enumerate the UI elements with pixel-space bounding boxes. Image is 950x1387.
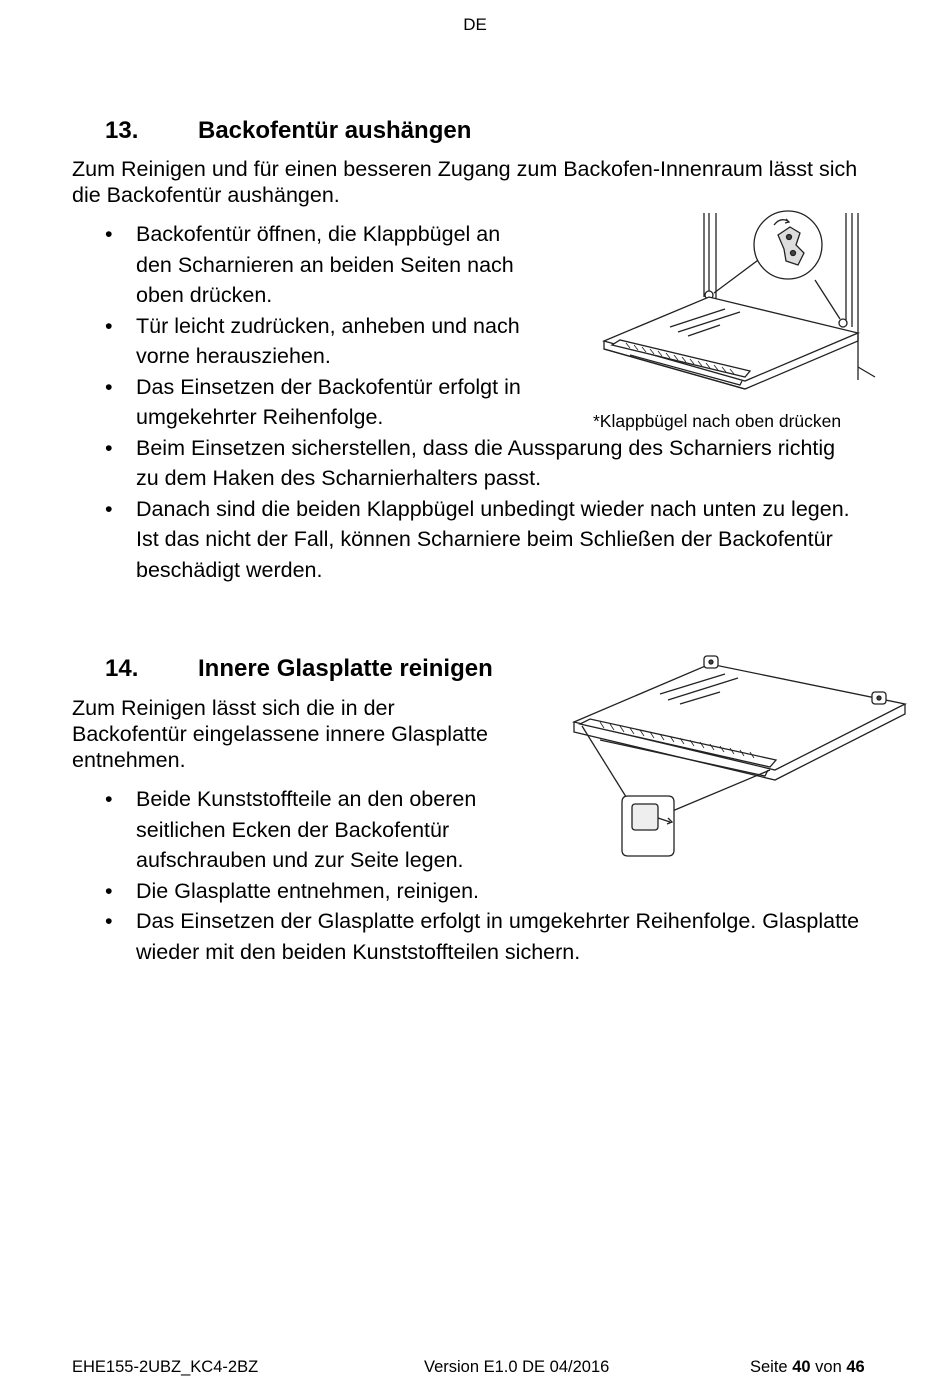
section-14-heading bbox=[105, 655, 605, 685]
bullet-dot: • bbox=[105, 496, 113, 521]
page-current: 40 bbox=[792, 1358, 811, 1376]
oven-door-hinge-illustration bbox=[590, 205, 880, 390]
bullet-line: Beide Kunststoffteile an den oberen bbox=[136, 787, 477, 811]
section-13-intro-line-1: Zum Reinigen und für einen besseren Zugang zum Backofen-Innenraum lässt sich bbox=[72, 157, 858, 181]
section-14-title: Innere Glasplatte reinigen bbox=[198, 655, 493, 682]
section-14-number: 14. bbox=[105, 655, 139, 682]
bullet-line: oben drücken. bbox=[136, 283, 273, 307]
bullet-dot: • bbox=[105, 878, 113, 903]
bullet-dot: • bbox=[105, 787, 113, 811]
section-14-intro-line-3: entnehmen. bbox=[72, 748, 186, 772]
section-14-intro-line-2: Backofentür eingelassene innere Glasplatte bbox=[72, 722, 488, 746]
bullet-line: wieder mit den beiden Kunststoffteilen sichern. bbox=[136, 939, 581, 964]
bullet-line: umgekehrter Reihenfolge. bbox=[136, 405, 384, 429]
page-mid: von bbox=[810, 1358, 847, 1376]
bullet-line: vorne herausziehen. bbox=[136, 344, 331, 368]
bullet-line: beschädigt werden. bbox=[136, 557, 323, 582]
bullet-line: den Scharnieren an beiden Seiten nach bbox=[136, 252, 514, 277]
section-13-number: 13. bbox=[105, 117, 139, 144]
hinge-illustration-caption: *Klappbügel nach oben drücken bbox=[593, 411, 842, 431]
list-item bbox=[105, 906, 859, 967]
bullet-dot: • bbox=[105, 222, 113, 246]
bullet-dot: • bbox=[105, 313, 113, 338]
bullet-line: Beim Einsetzen sicherstellen, dass die Aussparung des Scharniers richtig bbox=[136, 435, 836, 460]
oven-door-glass-illustration bbox=[560, 652, 910, 862]
list-item bbox=[105, 876, 859, 907]
bullet-line: Danach sind die beiden Klappbügel unbedingt wieder nach unten zu legen. bbox=[136, 496, 850, 521]
bullet-dot: • bbox=[105, 374, 113, 399]
page-prefix: Seite bbox=[750, 1358, 793, 1376]
bullet-line: Tür leicht zudrücken, anheben und nach bbox=[136, 313, 520, 338]
bullet-line: Die Glasplatte entnehmen, reinigen. bbox=[136, 878, 480, 903]
section-13-heading bbox=[105, 117, 605, 147]
bullet-line: seitlichen Ecken der Backofentür bbox=[136, 817, 450, 842]
bullet-line: Ist das nicht der Fall, können Scharniere beim Schließen der Backofentür bbox=[136, 527, 833, 551]
footer-model: EHE155-2UBZ_KC4-2BZ bbox=[72, 1358, 259, 1376]
section-14-intro bbox=[72, 695, 541, 773]
bullet-line: Backofentür öffnen, die Klappbügel an bbox=[136, 222, 501, 246]
section-13-title: Backofentür aushängen bbox=[198, 117, 472, 144]
page-total: 46 bbox=[846, 1358, 865, 1376]
list-item bbox=[105, 433, 850, 494]
bullet-line: zu dem Haken des Scharnierhalters passt. bbox=[136, 466, 542, 490]
bullet-line: Das Einsetzen der Glasplatte erfolgt in umgekehrter Reihenfolge. Glasplatte bbox=[136, 909, 860, 933]
bullet-line: Das Einsetzen der Backofentür erfolgt in bbox=[136, 374, 521, 399]
section-14-intro-line-1: Zum Reinigen lässt sich die in der bbox=[72, 696, 395, 720]
list-item bbox=[105, 494, 850, 586]
footer-page-number bbox=[750, 1358, 865, 1377]
bullet-dot: • bbox=[105, 909, 113, 933]
page-language-header: DE bbox=[463, 15, 487, 34]
section-13-intro-line-2: die Backofentür aushängen. bbox=[72, 183, 340, 207]
bullet-dot: • bbox=[105, 435, 113, 460]
footer-version: Version E1.0 DE 04/2016 bbox=[424, 1358, 610, 1376]
section-13-intro bbox=[72, 156, 857, 208]
bullet-line: aufschrauben und zur Seite legen. bbox=[136, 848, 464, 872]
